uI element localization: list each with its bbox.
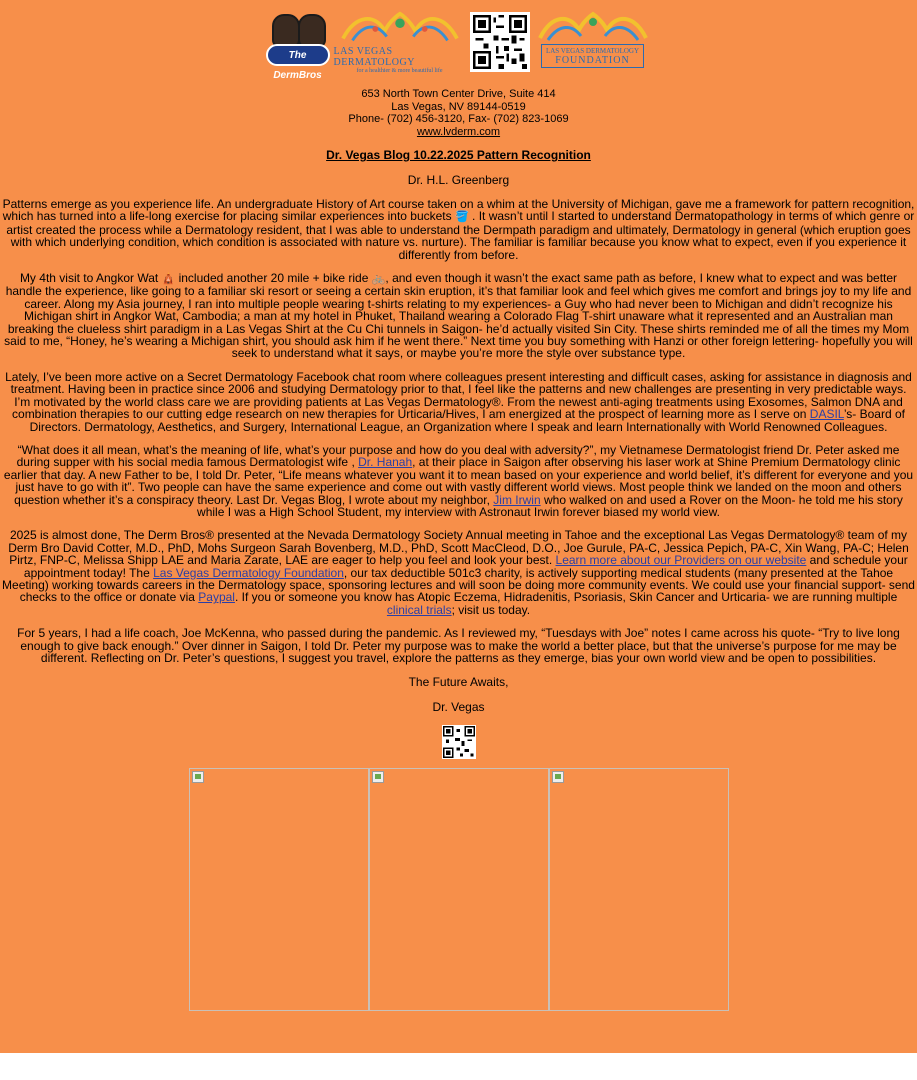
paragraph-4 [0,444,917,518]
p5-text-a: 2025 is almost done, The Derm Bros® presented at the Nevada Dermatology Society Annual meeting in Tahoe and the exceptional Las Vegas Dermatology® team of my Derm Bro David Cotter, M.D., PhD, Mohs Surgeon Sarah Bovenberg, M.D., PhD, Scott MacCleod, D.O., Joe Gurule, PA-C, Jessica Pepich, PA-C, Xin Wang, PA-C; Helen Pirtz, FNP-C, Melissa Shipp LAE and Maria Zarate, LAE are eager to help you feel and look your best. [8,528,909,568]
p5-text-b: and schedule your appointment today! The [23,553,908,580]
foundation-link[interactable]: Las Vegas Dermatology Foundation [153,565,344,580]
broken-image-icon [192,771,204,783]
temple-emoji-icon: 🛕 [161,273,176,286]
paragraph-1 [0,198,917,261]
foundation-line1: LAS VEGAS DERMATOLOGY [545,47,640,55]
header-qr-code[interactable] [470,12,530,72]
lvd-foundation-logo[interactable] [534,10,652,74]
dr-hanah-link[interactable]: Dr. Hanah [358,455,413,470]
paragraph-6: For 5 years, I had a life coach, Joe McKenna, who passed during the pandemic. As I reviewed my, “Tuesdays with Joe” notes I came across his quote- “Try to live long enough to give back enough.” Over dinner in Saigon, I told Dr. Peter my purpose was to make the world a better place, but that the universe’s purpose for me may be different. Reflecting on Dr. Peter’s questions, I suggest you travel, explore the patterns as they emerge, bias your own world view and be open to possibilities. [17,626,900,665]
las-vegas-dermatology-logo[interactable] [334,10,466,74]
address-city: Las Vegas, NV 89144-0519 [391,100,526,113]
broken-image-icon [552,771,564,783]
p5-text-d: . If you or someone you know has Atopic Eczema, Hidradenitis, Psoriasis, Skin Cancer and Urticaria- we are running multiple [234,590,898,605]
signature: Dr. Vegas [432,700,485,715]
blog-body [0,198,917,664]
p5-text-c: , our tax deductible 501c3 charity, is actively supporting medical students (many presented at the Tahoe Meeting) working towards careers in the Dermatology space, sponsoring lectures and will soon be doing more community events. We could use your financial support- send checks to the office or donate via [2,565,915,605]
p4-text-c: who walked on and used a Rover on the Moon- he told me his story while I was a High School Student, my interview with Astronaut Irwin forever biased my world view. [197,492,903,519]
p2-text-b: included another 20 mile + bike ride [175,271,372,286]
gallery-image-1[interactable] [189,768,369,1011]
gallery-image-3[interactable] [549,768,729,1011]
dasil-link[interactable]: DASIL [809,407,844,422]
footer-qr-code[interactable] [442,725,476,759]
website-link[interactable]: www.lvderm.com [416,125,501,138]
foundation-swirl-icon [534,10,652,46]
paypal-link[interactable]: Paypal [198,590,235,605]
address-phone: Phone- (702) 456-3120, Fax- (702) 823-1069 [348,113,569,125]
address-block [0,88,917,138]
qr-code-icon [443,726,475,758]
derm-bro-left-face [272,14,300,48]
foundation-plate [541,44,644,68]
paragraph-3 [0,371,917,433]
broken-image-icon [372,771,384,783]
blog-title: Dr. Vegas Blog 10.22.2025 Pattern Recognition [326,148,591,162]
jim-irwin-link[interactable]: Jim Irwin [493,492,541,507]
p4-text-b: , at their place in Saigon after observing his laser work at Shine Premium Dermatology clinic earlier that day. A new Father to be, I told Dr. Peter, “Life means whatever you want it to mean based on your experience and world belief, it’s different for everyone and you just have to go with it”. Two people can have the same experience and come out with vastly different world views. Most people think we landed on the moon and others question whether it’s a conspiracy theory. Last Dr. Vegas Blog, I wrote about my neighbor, [3,455,914,507]
p4-text-a: “What does it all mean, what’s the meaning of life, what’s your purpose and how do you deal with adversity?”, my Vietnamese Dermatologist friend Dr. Peter asked me during supper with his social media famous Dermatologist wife , [16,442,900,470]
p3-text-b: ’s- Board of Directors. Dermatology, Aesthetics, and Surgery, International League, an Organization where I speak and learn Internationally with World Renowned Colleagues. [29,407,905,434]
lvd-logo-name: LAS VEGAS DERMATOLOGY [333,46,415,68]
address-street: 653 North Town Center Drive, Suite 414 [361,88,556,100]
blog-author: Dr. H.L. Greenberg [407,173,510,187]
closing-line: The Future Awaits, [408,675,509,690]
gallery-image-2[interactable] [369,768,549,1011]
paragraph-5 [0,529,917,616]
bucket-emoji-icon: 🪣 [454,211,469,224]
p3-text-a: Lately, I’ve been more active on a Secret Dermatology Facebook chat room where colleagues present interesting and difficult cases, asking for assistance in diagnosis and treatment. Having been in practice since 2006 and studying Dermatology prior to that, I feel like the patterns and new challenges are presenting in very predictable ways. I’m motivated by the world class care we are providing patients at Las Vegas Dermatology®. From the newest anti-aging treatments using Exosomes, Salmon DNA and combination therapies to our cutting edge research on new therapies for Urticaria/Hives, I am energized at the prospect of learning more as I serve on [5,369,912,422]
p1-text-b: . It wasn’t until I started to understand Dermatopathology in terms of which genre or artist created the process while a Dermatology resident, that I was able to understand the Dermpath paradigm and ultimately, Dermatology in general (which eruption goes with which underlying condition, which condition is associated with nature vs. nurture). The familiar is familiar because you know what to expect, even if you experience it differently from before. [6,209,915,262]
derm-bro-right-face [298,14,326,48]
foundation-line2: FOUNDATION [555,55,630,66]
derm-bros-logo[interactable] [266,10,330,81]
logo-row [0,0,917,81]
paragraph-2 [0,272,917,360]
p5-text-e: ; visit us today. [451,602,531,617]
image-gallery [0,768,917,1011]
derm-bros-banner: The DermBros [266,44,330,66]
p2-text-a: My 4th visit to Angkor Wat [19,271,162,286]
lvd-logo-tagline: for a healthier & more beautiful life [356,68,443,74]
bicycle-emoji-icon: 🚲 [371,273,386,286]
providers-link[interactable]: Learn more about our Providers on our website [555,553,807,568]
lvd-swirl-icon [334,10,466,48]
qr-code-icon [473,15,527,69]
clinical-trials-link[interactable]: clinical trials [386,602,452,617]
p2-text-c: , and even though it wasn’t the exact same path as before, I knew what to expect and was better handle the experience, like going to a familiar ski resort or seeing a certain skin eruption, it’s that familiar look and feel which gives me comfort and brings joy to my life and career. Along my Asia journey, I ran into multiple people wearing t-shirts relating to my experiences- a Guy who had never been to Michigan and didn’t recognize his Michigan shirt in Angkor Wat, Cambodia; a man at my hotel in Phuket, Thailand wearing a Colorado Flag T-shirt unaware what it represented and an Australian man breaking the clueless shirt paradigm in a Las Vegas Shirt at the Cu Chi tunnels in Saigon- he’d actually visited Sin City. These shirts reminded me of all the times my Mom said to me, “Honey, he’s wearing a Michigan shirt, you should ask him if he went there.” Next time you buy something with Hanzi or other foreign lettering- hopefully you will seek to understand what it says, or maybe you’re more the style over substance type. [4,271,913,361]
p1-text-a: Patterns emerge as you experience life. An undergraduate History of Art course taken on a whim at the University of Michigan, gave me a framework for pattern recognition, which has turned into a life-long exercise for placing similar experiences into buckets [2,197,915,224]
